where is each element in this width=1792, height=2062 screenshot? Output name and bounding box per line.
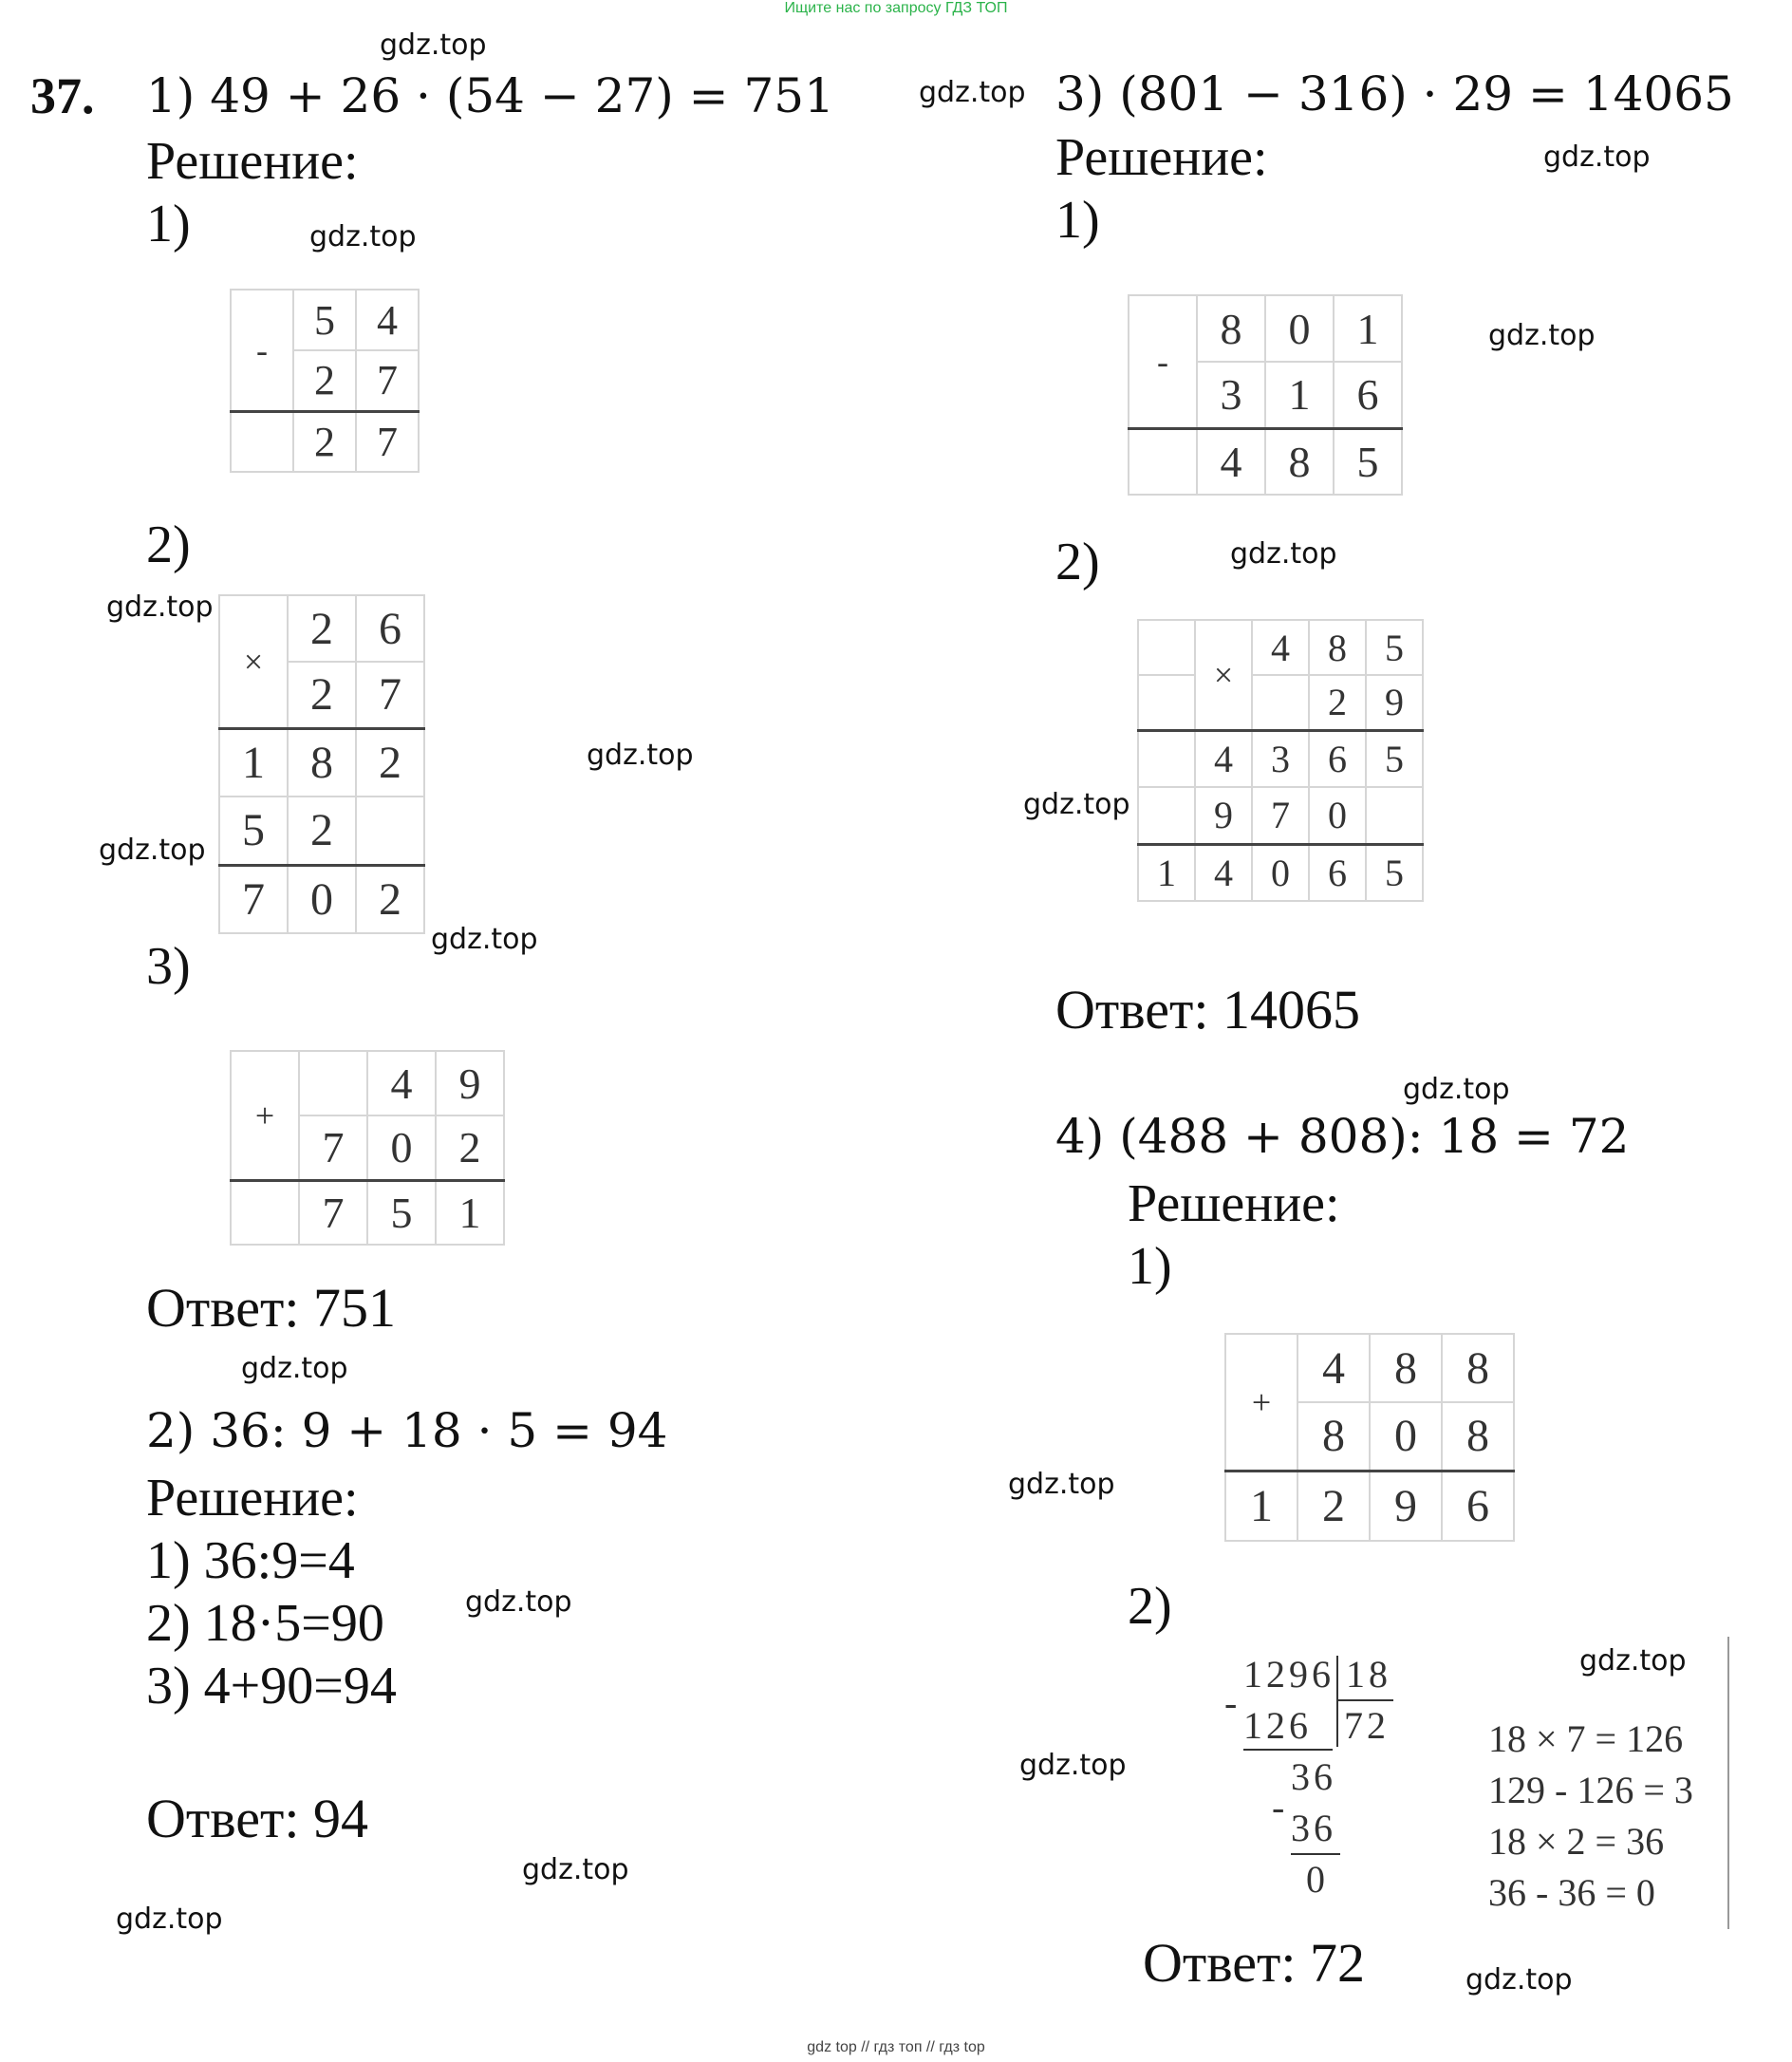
table-cell — [1138, 787, 1195, 844]
table-cell: 5 — [293, 290, 356, 350]
division-note: 36 - 36 = 0 — [1488, 1871, 1655, 1914]
table-cell: 1 — [219, 728, 288, 797]
table-cell: 7 — [219, 865, 288, 933]
watermark: gdz.top — [1488, 319, 1596, 352]
table-cell: 8 — [1297, 1402, 1370, 1471]
table-cell: 9 — [1370, 1471, 1442, 1541]
table-cell: 7 — [356, 662, 424, 728]
table-cell: 7 — [299, 1180, 367, 1245]
table-cell: 1 — [1225, 1471, 1297, 1541]
problem3-subtraction-table — [1128, 294, 1403, 496]
table-cell: 8 — [1197, 295, 1265, 362]
problem1-step1-label: 1) — [146, 195, 191, 253]
problem3-equation: 3) (801 − 316) · 29 = 14065 — [1055, 66, 1734, 122]
table-cell: 2 — [288, 797, 356, 865]
table-cell: 3 — [1197, 362, 1265, 428]
division-rule — [1243, 1749, 1333, 1751]
problem4-step1-label: 1) — [1128, 1237, 1172, 1296]
problem1-solution-label: Решение: — [146, 132, 359, 191]
table-cell — [1252, 675, 1309, 730]
problem1-multiplication-table — [218, 594, 425, 934]
exercise-number: 37. — [30, 67, 95, 124]
table-cell — [231, 1180, 299, 1245]
table-cell: 2 — [288, 662, 356, 728]
table-cell — [1129, 428, 1197, 495]
table-cell — [231, 411, 293, 472]
watermark: gdz.top — [1023, 788, 1130, 821]
table-cell: 6 — [1334, 362, 1402, 428]
problem3-answer: Ответ: 14065 — [1055, 979, 1360, 1040]
table-cell: + — [231, 1051, 299, 1180]
table-cell: 6 — [1442, 1471, 1514, 1541]
watermark: gdz.top — [1008, 1468, 1115, 1501]
table-cell: 2 — [356, 865, 424, 933]
table-cell: 8 — [1370, 1334, 1442, 1402]
division-remainder: 0 — [1306, 1858, 1329, 1901]
division-minus-sign: - — [1224, 1681, 1241, 1724]
table-cell: 4 — [1252, 620, 1309, 675]
table-cell: 2 — [1297, 1471, 1370, 1541]
watermark: gdz.top — [1230, 537, 1337, 571]
table-cell: 5 — [1334, 428, 1402, 495]
table-cell: 0 — [1265, 295, 1334, 362]
problem2-answer: Ответ: 94 — [146, 1788, 368, 1849]
problem4-solution-label: Решение: — [1128, 1174, 1340, 1233]
problem3-multiplication-table — [1137, 619, 1424, 902]
division-divisor: 18 — [1346, 1653, 1391, 1696]
table-cell — [299, 1051, 367, 1115]
table-cell: 8 — [288, 728, 356, 797]
table-cell: 4 — [367, 1051, 436, 1115]
bottom-banner: gdz top // гдз топ // гдз top — [807, 2039, 985, 2055]
division-note: 18 × 7 = 126 — [1488, 1717, 1684, 1760]
table-cell: 9 — [436, 1051, 504, 1115]
division-subtrahend: 36 — [1291, 1807, 1336, 1849]
table-cell: 2 — [356, 728, 424, 797]
problem1-step2-label: 2) — [146, 516, 191, 574]
table-cell: 1 — [1138, 844, 1195, 901]
watermark: gdz.top — [1019, 1749, 1127, 1782]
division-remainder: 36 — [1291, 1755, 1336, 1798]
watermark: gdz.top — [1465, 1963, 1573, 1996]
problem4-addition-table — [1224, 1333, 1515, 1542]
table-cell: 2 — [288, 595, 356, 662]
table-cell: 3 — [1252, 730, 1309, 787]
problem4-step2-label: 2) — [1128, 1577, 1172, 1636]
table-cell: 0 — [288, 865, 356, 933]
watermark: gdz.top — [241, 1352, 348, 1385]
watermark: gdz.top — [106, 590, 214, 624]
watermark: gdz.top — [309, 220, 417, 253]
watermark: gdz.top — [919, 76, 1026, 109]
table-cell: 6 — [1309, 730, 1366, 787]
table-cell — [1138, 730, 1195, 787]
division-bracket — [1336, 1656, 1338, 1747]
table-cell: 4 — [1195, 730, 1252, 787]
table-cell: 2 — [293, 350, 356, 411]
problem3-solution-label: Решение: — [1055, 128, 1268, 187]
table-cell: 2 — [1309, 675, 1366, 730]
table-cell — [1366, 787, 1423, 844]
table-cell: 2 — [293, 411, 356, 472]
watermark: gdz.top — [99, 834, 206, 867]
watermark: gdz.top — [587, 739, 694, 772]
table-cell: 5 — [1366, 620, 1423, 675]
table-cell — [1138, 675, 1195, 730]
table-cell: 0 — [1252, 844, 1309, 901]
table-cell: 7 — [1252, 787, 1309, 844]
table-cell: 7 — [356, 411, 419, 472]
table-cell: 8 — [1442, 1334, 1514, 1402]
table-cell: 4 — [1297, 1334, 1370, 1402]
division-quotient: 72 — [1344, 1704, 1390, 1747]
table-cell: 4 — [1195, 844, 1252, 901]
table-cell — [356, 797, 424, 865]
top-banner: Ищите нас по запросу ГДЗ ТОП — [784, 0, 1008, 16]
problem1-equation: 1) 49 + 26 · (54 − 27) = 751 — [146, 68, 834, 123]
problem1-step3-label: 3) — [146, 937, 191, 996]
table-cell: 6 — [1309, 844, 1366, 901]
problem1-addition-table — [230, 1050, 505, 1246]
watermark: gdz.top — [522, 1853, 629, 1886]
table-cell: 1 — [1334, 295, 1402, 362]
table-cell: 9 — [1195, 787, 1252, 844]
problem3-step2-label: 2) — [1055, 533, 1100, 591]
table-cell: 1 — [1265, 362, 1334, 428]
table-cell: 5 — [1366, 844, 1423, 901]
watermark: gdz.top — [116, 1903, 223, 1936]
right-divider — [1727, 1637, 1729, 1929]
problem2-step: 3) 4+90=94 — [146, 1657, 397, 1715]
problem2-step: 1) 36:9=4 — [146, 1531, 355, 1590]
problem1-subtraction-table — [230, 289, 420, 473]
table-cell: × — [1195, 620, 1252, 730]
problem4-equation: 4) (488 + 808): 18 = 72 — [1055, 1109, 1630, 1164]
watermark: gdz.top — [431, 923, 538, 956]
problem1-answer: Ответ: 751 — [146, 1277, 396, 1339]
table-cell: + — [1225, 1334, 1297, 1471]
table-cell: × — [219, 595, 288, 728]
watermark: gdz.top — [1543, 141, 1651, 174]
division-subtrahend: 126 — [1243, 1704, 1312, 1747]
watermark: gdz.top — [1403, 1073, 1510, 1106]
watermark: gdz.top — [465, 1585, 572, 1619]
watermark: gdz.top — [1579, 1644, 1687, 1678]
table-cell: 5 — [1366, 730, 1423, 787]
table-cell — [1138, 620, 1195, 675]
problem2-equation: 2) 36: 9 + 18 · 5 = 94 — [146, 1403, 668, 1458]
division-rule — [1291, 1853, 1340, 1855]
table-cell: 4 — [1197, 428, 1265, 495]
table-cell: 7 — [299, 1115, 367, 1180]
table-cell: 8 — [1265, 428, 1334, 495]
problem2-step: 2) 18·5=90 — [146, 1594, 384, 1653]
table-cell: 4 — [356, 290, 419, 350]
division-bracket-underline — [1338, 1699, 1393, 1701]
division-note: 129 - 126 = 3 — [1488, 1769, 1693, 1811]
division-minus-sign: - — [1272, 1786, 1289, 1828]
watermark: gdz.top — [380, 28, 487, 62]
division-dividend: 1296 — [1243, 1653, 1335, 1696]
table-cell: 8 — [1442, 1402, 1514, 1471]
long-division — [1215, 1652, 1433, 1899]
problem4-answer: Ответ: 72 — [1143, 1932, 1365, 1994]
table-cell: 0 — [367, 1115, 436, 1180]
problem2-solution-label: Решение: — [146, 1469, 359, 1528]
table-cell: - — [231, 290, 293, 411]
table-cell: 1 — [436, 1180, 504, 1245]
problem3-step1-label: 1) — [1055, 191, 1100, 250]
table-cell: 8 — [1309, 620, 1366, 675]
table-cell: 2 — [436, 1115, 504, 1180]
table-cell: 0 — [1309, 787, 1366, 844]
table-cell: 5 — [367, 1180, 436, 1245]
table-cell: 7 — [356, 350, 419, 411]
division-note: 18 × 2 = 36 — [1488, 1820, 1665, 1863]
table-cell: 9 — [1366, 675, 1423, 730]
table-cell: 0 — [1370, 1402, 1442, 1471]
table-cell: 6 — [356, 595, 424, 662]
table-cell: 5 — [219, 797, 288, 865]
table-cell: - — [1129, 295, 1197, 428]
